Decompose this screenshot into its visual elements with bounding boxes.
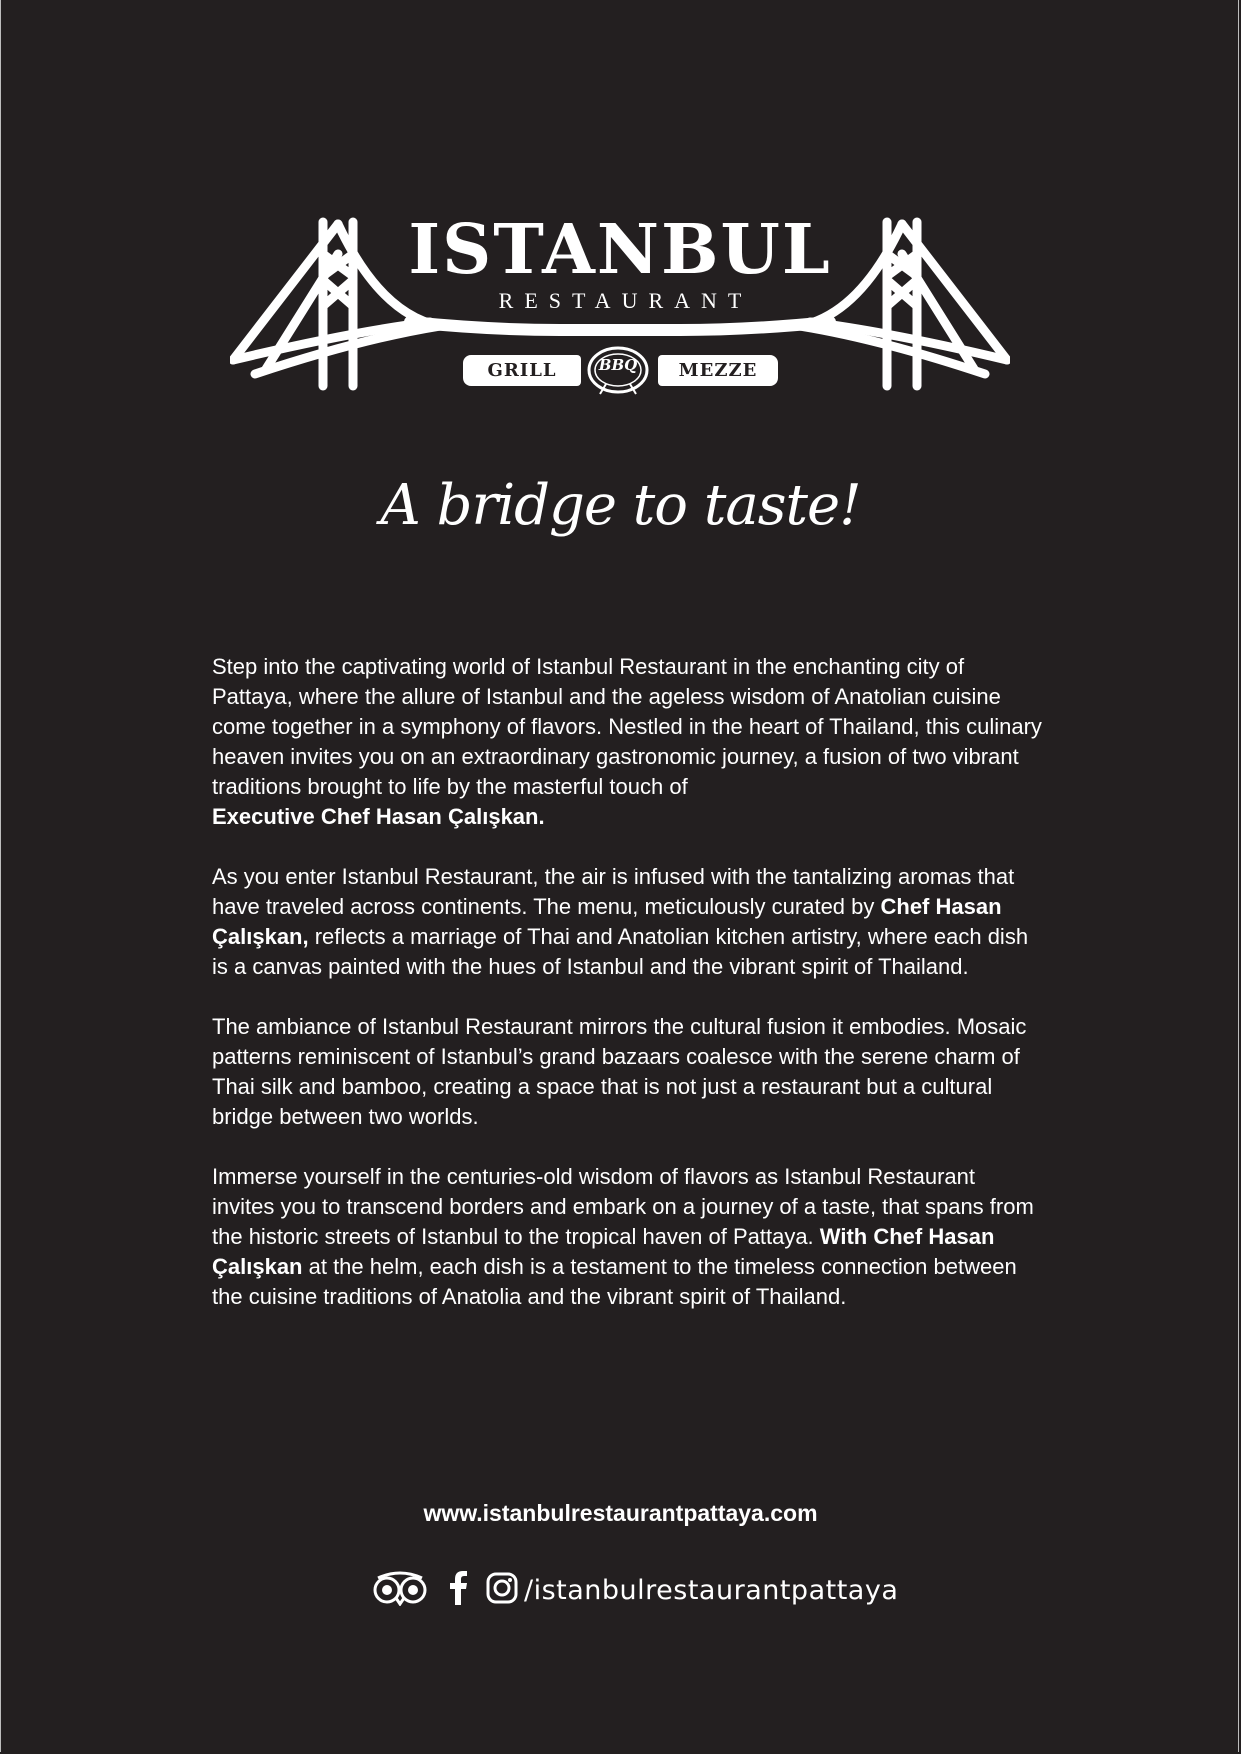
paragraph-ambiance-text: The ambiance of Istanbul Restaurant mirrors the cultural fusion it embodies. Mosaic patterns reminiscent of Istanbul’s grand bazaars coalesce with the serene charm of Thai silk and bamboo, creating a space that is not just a restaurant but a cultural bridge between two worlds. — [212, 1014, 1027, 1129]
tripadvisor-icon[interactable] — [370, 1570, 430, 1611]
bbq-grill-icon — [586, 344, 650, 396]
logo-subtitle: RESTAURANT — [498, 288, 753, 313]
website-link[interactable]: www.istanbulrestaurantpattaya.com — [423, 1500, 818, 1526]
paragraph-menu-chef: Chef Hasan Çalışkan, — [212, 894, 1002, 949]
paragraph-intro-text: Step into the captivating world of Istanbul Restaurant in the enchanting city of Pattaya, where the allure of Istanbul and the ageless wisdom of Anatolian cuisine come together in a symphony of flavors. Nestled in the heart of Thailand, this culinary heaven invites you on an extraordinary gastronomic journey, a fusion of two vibrant traditions brought to life by the masterful touch of — [212, 654, 1042, 799]
badge-grill: GRILL — [463, 355, 581, 386]
paragraph-closing — [212, 1162, 1042, 1312]
paragraph-intro-chef: Executive Chef Hasan Çalışkan. — [212, 804, 545, 829]
paragraph-closing-after: at the helm, each dish is a testament to the timeless connection between the cuisine traditions of Anatolia and the vibrant spirit of Thailand. — [212, 1254, 1017, 1309]
paragraph-ambiance — [212, 1012, 1042, 1132]
bbq-label: BBQ — [598, 356, 638, 374]
paragraph-menu-after: reflects a marriage of Thai and Anatolian kitchen artistry, where each dish is a canvas painted with the hues of Istanbul and the vibrant spirit of Thailand. — [212, 924, 1029, 979]
badge-mezze: MEZZE — [658, 355, 778, 386]
restaurant-logo — [230, 210, 1010, 394]
tagline: A bridge to taste! — [380, 473, 861, 538]
facebook-icon[interactable] — [448, 1571, 468, 1610]
instagram-icon[interactable] — [486, 1572, 518, 1609]
paragraph-menu-before: As you enter Istanbul Restaurant, the air is infused with the tantalizing aromas that have traveled across continents. The menu, meticulously curated by — [212, 864, 1015, 919]
paragraph-closing-before: Immerse yourself in the centuries-old wisdom of flavors as Istanbul Restaurant invites you to transcend borders and embark on a journey of a taste, that spans from the historic streets of Istanbul to the tropical haven of Pattaya. — [212, 1164, 1034, 1249]
social-handle[interactable]: /istanbulrestaurantpattaya — [524, 1574, 899, 1606]
body-text — [212, 652, 1042, 1342]
paragraph-menu — [212, 862, 1042, 982]
logo-title: ISTANBUL — [408, 210, 832, 290]
social-links — [370, 1570, 899, 1610]
paragraph-closing-chef: With Chef Hasan Çalışkan — [212, 1224, 995, 1279]
paragraph-intro — [212, 652, 1042, 832]
